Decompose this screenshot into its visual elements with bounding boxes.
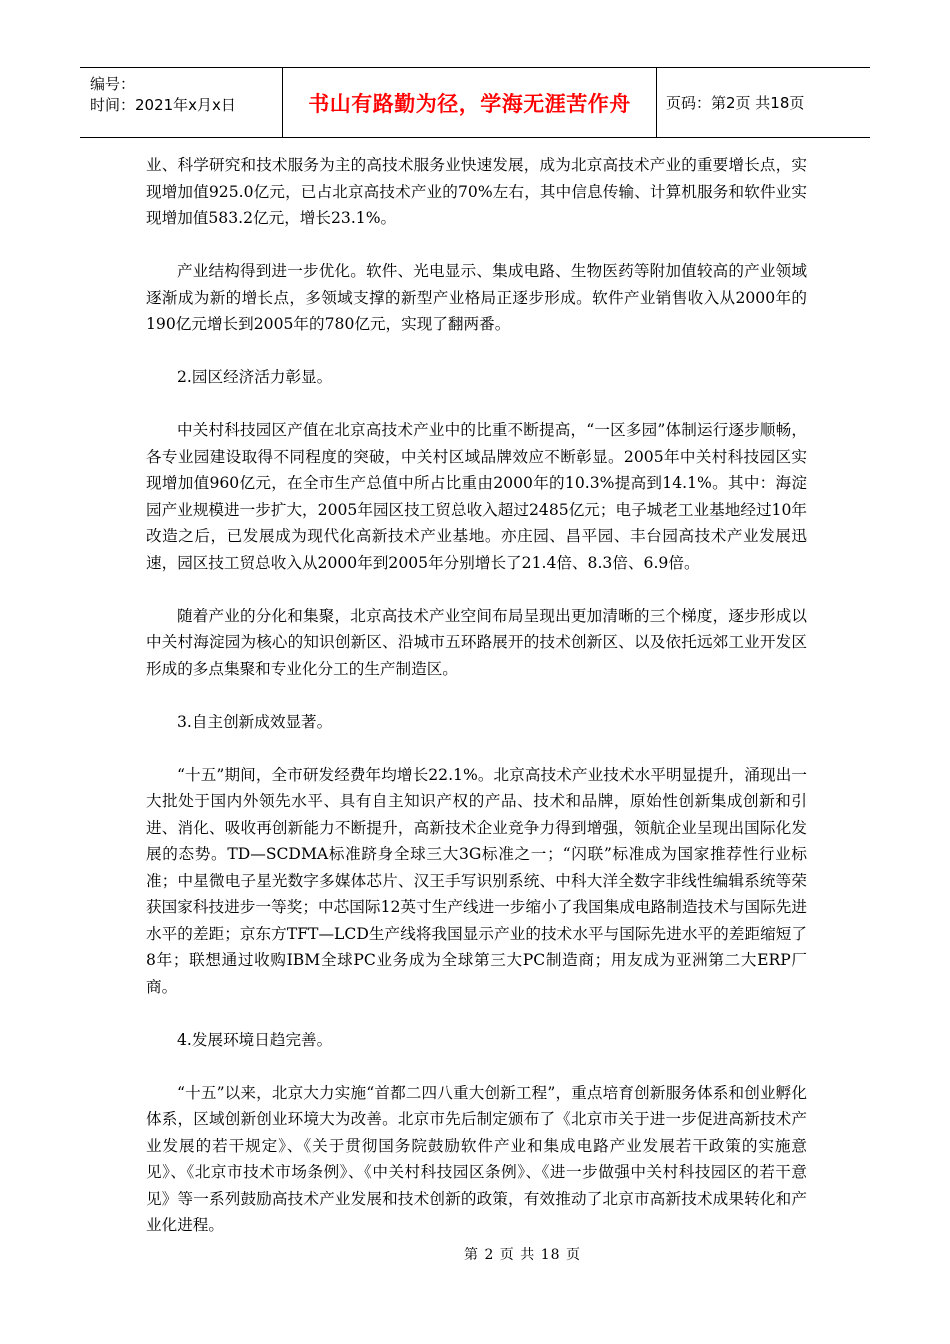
section-heading: 2.园区经济活力彰显。 — [177, 368, 333, 386]
paragraph: “十五”期间，全市研发经费年均增长22.1%。北京高技术产业技术水平明显提升，涌现出一大批处于国内外领先水平、具有自主知识产权的产品、技术和品牌，原始性创新集成创新和引进、消化、吸收再创新能力不断提升，高新技术企业竞争力得到增强，领航企业呈现出国际化发展的态势。TD—SCDMA标准跻身全球三大3G标准之一；“闪联”标准成为国家推荐性行业标准；中星微电子星光数字多媒体芯片、汉王手写识别系统、中科大洋全数字非线性编辑系统等荣获国家科技进步一等奖；中芯国际12英寸生产线进一步缩小了我国集成电路制造技术与国际先进水平的差距；京东方TFT—LCD生产线将我国显示产业的技术水平与国际先进水平的差距缩短了8年；联想通过收购IBM全球PC业务成为全球第三大PC制造商；用友成为亚洲第二大ERP厂商。 — [146, 765, 807, 996]
paragraph: “十五”以来，北京大力实施“首都二四八重大创新工程”，重点培育创新服务体系和创业孵化体系，区域创新创业环境大为改善。北京市先后制定颁布了《北京市关于进一步促进高新技术产业发展的若干规定》、《关于贯彻国务院鼓励软件产业和集成电路产业发展若干政策的实施意见》、《北京市技术市场条例》、《中关村科技园区条例》、《进一步做强中关村科技园区的若干意见》等一系列鼓励高技术产业发展和技术创新的政策，有效推动了北京市高新技术成果转化和产业化进程。 — [146, 1083, 807, 1234]
number-label: 编号： — [90, 75, 136, 93]
paragraph: 业、科学研究和技术服务为主的高技术服务业快速发展，成为北京高技术产业的重要增长点，实现增加值925.0亿元，已占北京高技术产业的70%左右，其中信息传输、计算机服务和软件业实现增加值583.2亿元，增长23.1%。 — [146, 156, 807, 227]
paragraph: 产业结构得到进一步优化。软件、光电显示、集成电路、生物医药等附加值较高的产业领域逐渐成为新的增长点，多领域支撑的新型产业格局正逐步形成。软件产业销售收入从2000年的190亿元增长到2005年的780亿元，实现了翻两番。 — [146, 262, 807, 333]
date-label: 时间：2021年x月x日 — [90, 96, 236, 114]
footer-page-number: 第 2 页 共 18 页 — [464, 1247, 581, 1263]
motto: 书山有路勤为径，学海无涯苦作舟 — [283, 68, 657, 137]
section-heading: 4.发展环境日趋完善。 — [177, 1030, 333, 1049]
header-page-label: 页码：第2页 共18页 — [666, 94, 805, 112]
section-heading: 3.自主创新成效显著。 — [177, 712, 333, 731]
document-body — [146, 152, 807, 1239]
page-header — [80, 67, 870, 138]
paragraph: 随着产业的分化和集聚，北京高技术产业空间布局呈现出更加清晰的三个梯度，逐步形成以中关村海淀园为核心的知识创新区、沿城市五环路展开的技术创新区、以及依托远郊工业开发区形成的多点集聚和专业化分工的生产制造区。 — [146, 606, 807, 678]
paragraph: 中关村科技园区产值在北京高技术产业中的比重不断提高，“一区多园”体制运行逐步顺畅，各专业园建设取得不同程度的突破，中关村区域品牌效应不断彰显。2005年中关村科技园区实现增加值960亿元，在全市生产总值中所占比重由2000年的10.3%提高到14.1%。其中：海淀园产业规模进一步扩大，2005年园区技工贸总收入超过2485亿元；电子城老工业基地经过10年改造之后，已发展成为现代化高新技术产业基地。亦庄园、昌平园、丰台园高技术产业发展迅速，园区技工贸总收入从2000年到2005年分别增长了21.4倍、8.3倍、6.9倍。 — [146, 421, 807, 572]
header-meta — [80, 68, 283, 137]
page-footer — [0, 1244, 950, 1264]
